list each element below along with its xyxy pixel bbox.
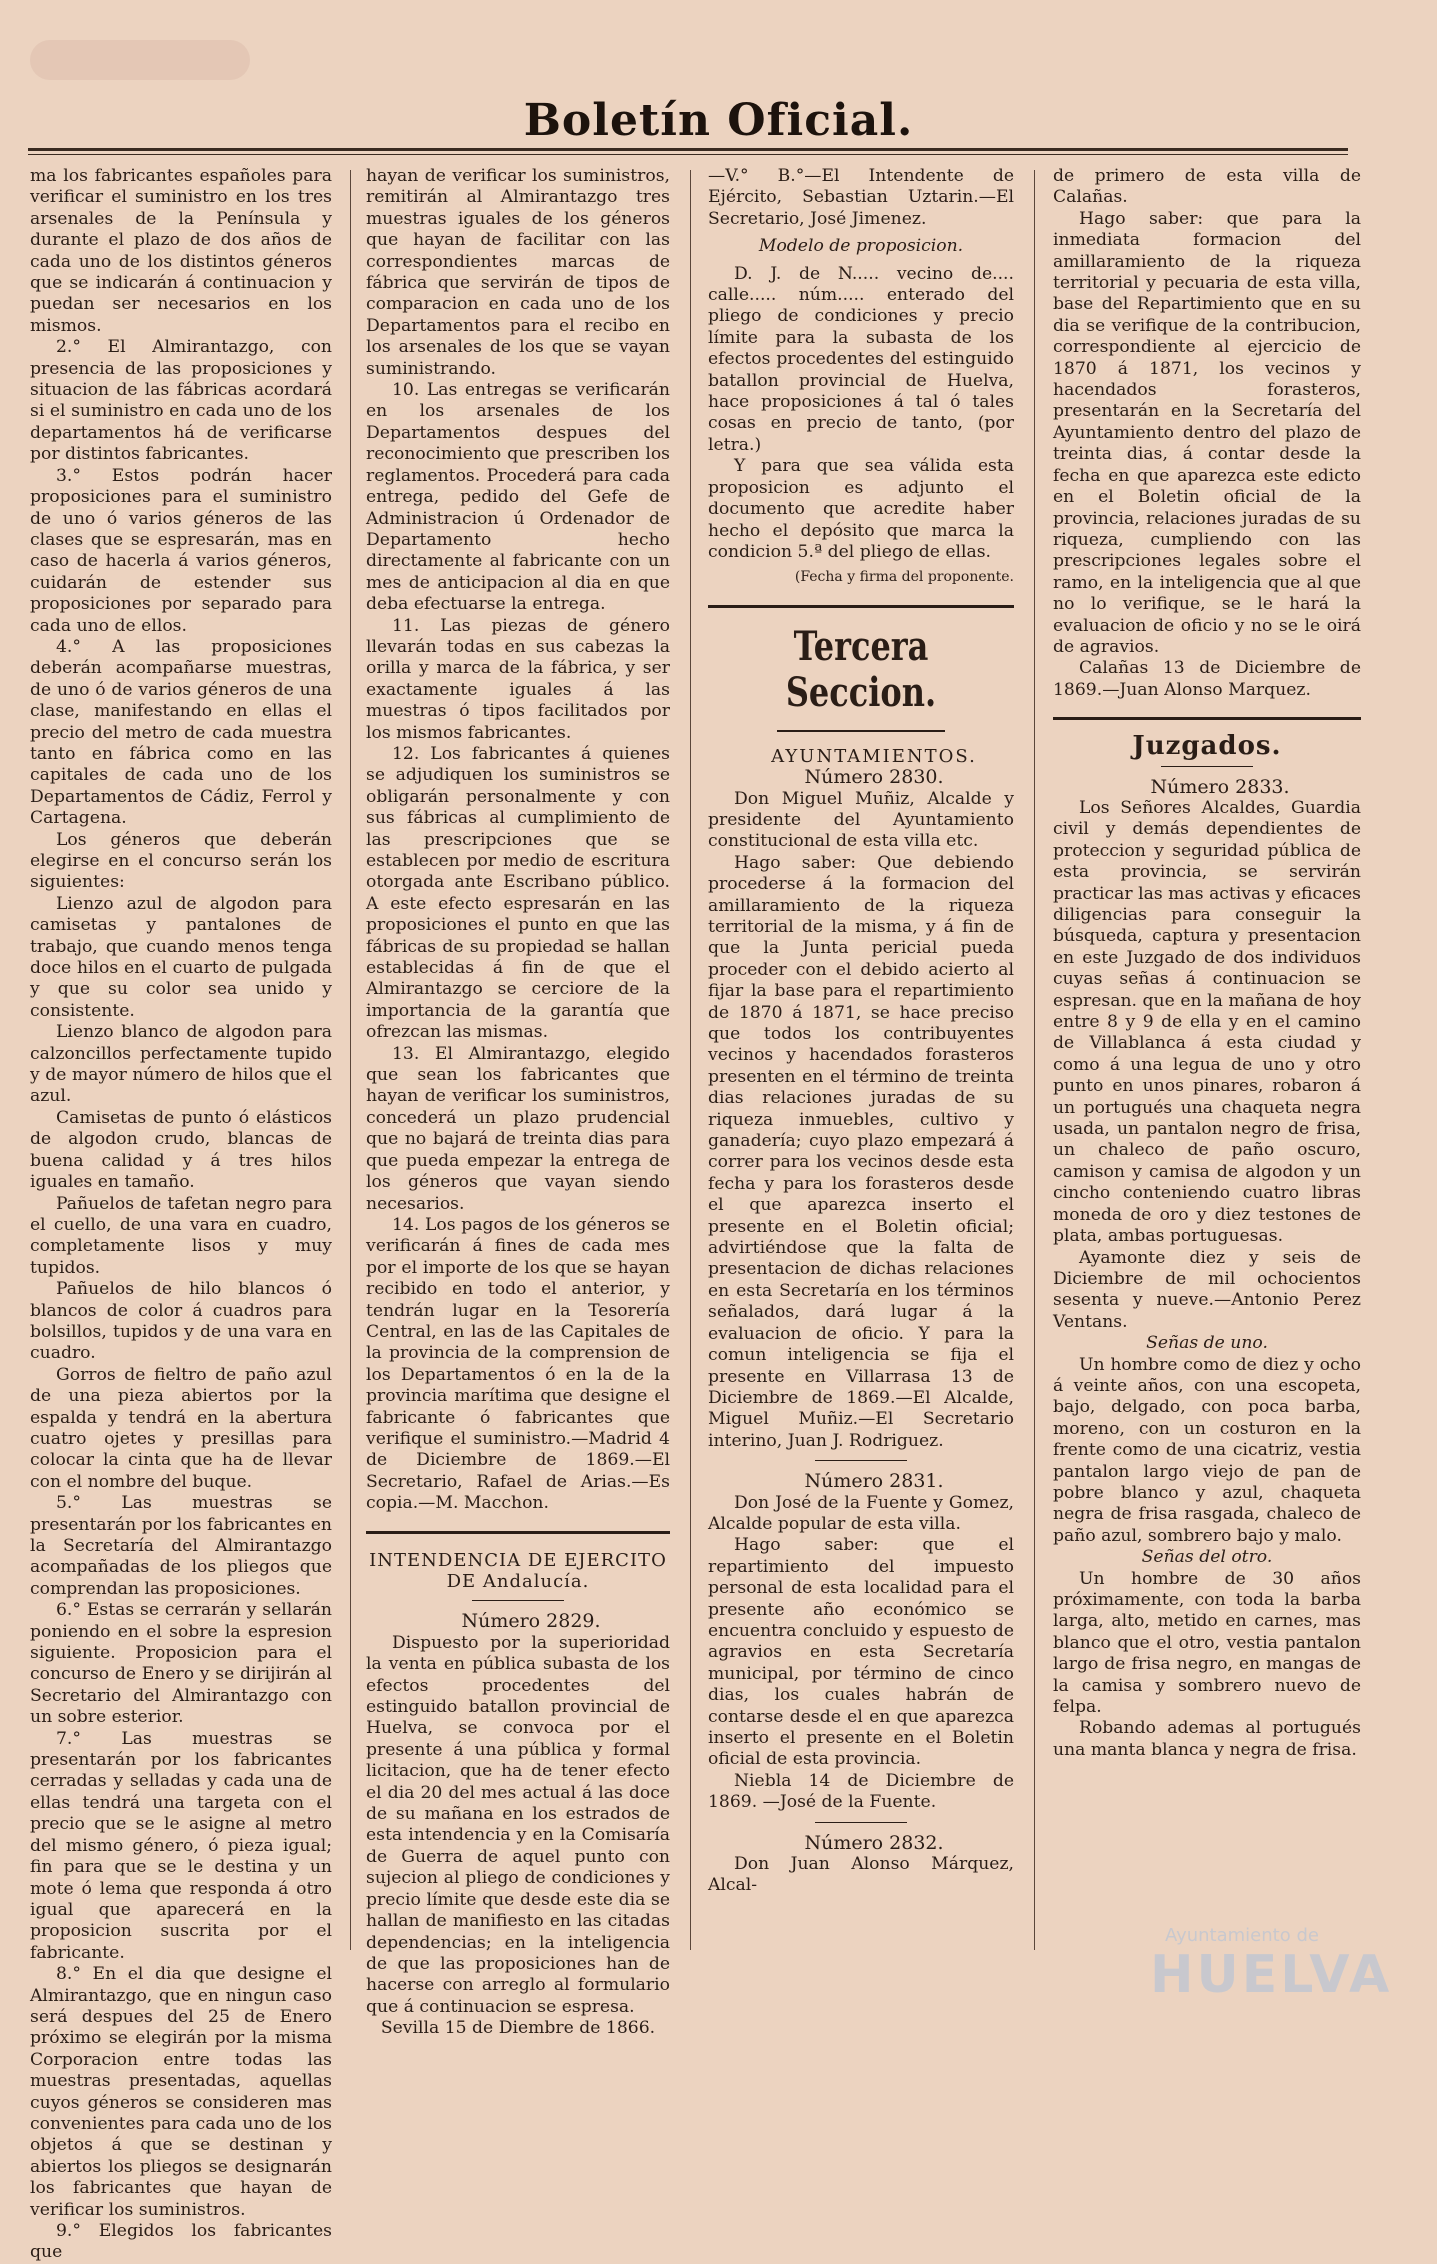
paragraph: Pañuelos de tafetan negro para el cuello, de una vara en cuadro, completamente lisos y muy tupidos. (30, 1193, 332, 1278)
page-title: Boletín Oficial. (523, 95, 914, 146)
paragraph: 7.° Las muestras se presentarán por los fabricantes cerradas y selladas y cada una de ellas tendrá una targeta con el precio que se le asigne al metro del mismo género, ó pieza igual; fin para que se le destina y un mote ó lema que responda á otro igual que aparecerá en la proposicion suscrita por el fabricante. (30, 1728, 332, 1963)
paragraph: Don Juan Alonso Márquez, Alcal- (708, 1854, 1014, 1896)
paragraph: —V.° B.°—El Intendente de Ejército, Sebastian Uztarin.—El Secretario, José Jimenez. (708, 166, 1014, 229)
subheading: Señas de uno. (1146, 1333, 1268, 1354)
header-rule (28, 148, 1348, 151)
notice-number: Número 2831. (804, 1470, 944, 1493)
paragraph: Hago saber: Que debiendo procederse á la formacion del amillaramiento de la riqueza territorial de la misma, y á fin de que la Junta pericial pueda proceder con el debido acierto al fijar la base para el repartimiento de 1870 á 1871, se hace preciso que todos los contribuyentes vecinos y hacendados forasteros presenten en el término de treinta dias relaciones juradas de su riqueza inmuebles, cultivo y ganadería; cuyo plazo empezará á correr para los vecinos desde esta fecha y para los forasteros desde el que aparezca inserto el presente en el Boletin oficial; advirtiéndose que la falta de presentacion de dichas relaciones en esta Secretaría en los términos señalados, dará lugar á la evaluacion de oficio. Y para la comun inteligencia se fija el presente en Villarrasa 13 de Diciembre de 1869.—El Alcalde, Miguel Muñiz.—El Secretario interino, Juan J. Rodriguez. (708, 852, 1014, 1451)
paragraph: Hago saber: que para la inmediata formacion del amillaramiento de la riqueza territorial y pecuaria de esta villa, base del Repartimiento que en su dia se verifique de la contribucion, correspondiente al ejercicio de 1870 á 1871, los vecinos y hacendados forasteros, presentarán en la Secretaría del Ayuntamiento dentro del plazo de treinta dias, á contar desde la fecha en que aparezca este edicto en el Boletin oficial de la provincia, relaciones juradas de su riqueza, cumpliendo con las prescripciones legales sobre el ramo, en la inteligencia que al que no lo verifique, se le hará la evaluacion de oficio y no se le oirá de agravios. (1053, 208, 1361, 657)
section-rule (1053, 717, 1361, 720)
paragraph: 2.° El Almirantazgo, con presencia de las proposiciones y situacion de las fábricas acordará si el suministro en cada uno de los departamentos há de verificarse por distintos fabricantes. (30, 337, 332, 465)
header-rule-thin (28, 154, 1348, 155)
paragraph: Camisetas de punto ó elásticos de algodon crudo, blancas de buena calidad y á tres hilos iguales en tamaño. (30, 1107, 332, 1193)
section-title: Tercera Seccion. (785, 622, 937, 716)
notice-number: Número 2830. (804, 766, 944, 789)
paragraph: 3.° Estos podrán hacer proposiciones para el suministro de uno ó varios géneros de las clases que se espresarán, mas en caso de hacerla á varios géneros, cuidarán de estender sus proposiciones por separado para cada uno de ellos. (30, 465, 332, 636)
paragraph: 5.° Las muestras se presentarán por los fabricantes en la Secretaría del Almirantazgo acompañadas de los pliegos que comprendan las proposiciones. (30, 1493, 332, 1599)
watermark-logo: HUELVA (1150, 1945, 1393, 2005)
paragraph: 13. El Almirantazgo, elegido que sean los fabricantes que hayan de verificar los suministros, concederá un plazo prudencial que no bajará de treinta dias para que pueda empezar la entrega de los géneros que vayan siendo necesarios. (366, 1043, 670, 1214)
divider (815, 1822, 907, 1823)
subheading: Señas del otro. (1141, 1547, 1273, 1568)
paragraph: 11. Las piezas de género llevarán todas en sus cabezas la orilla y marca de la fábrica, y ser exactamente iguales á las muestras ó tipos facilitados por los mismos fabricantes. (366, 615, 670, 743)
paper-stain (30, 40, 250, 80)
divider (472, 1600, 563, 1601)
paragraph: ma los fabricantes españoles para verificar el suministro en los tres arsenales de la Península y durante el plazo de dos años de cada uno de los distintos géneros que se indicarán á continuacion y puedan ser necesarios en los mismos. (30, 166, 332, 336)
paragraph: Un hombre de 30 años próximamente, con toda la barba larga, alto, metido en carnes, mas blanco que el otro, vestia pantalon largo de frisa negro, en mangas de la camisa y sombrero nuevo de felpa. (1053, 1568, 1361, 1718)
paragraph: 9.° Elegidos los fabricantes que (30, 2221, 332, 2263)
paragraph: 12. Los fabricantes á quienes se adjudiquen los suministros se obligarán personalmente y con sus fábricas al cumplimiento de las prescripciones que se establecen por medio de escritura otorgada ante Escribano público. A este efecto espresarán en las proposiciones el punto en que las fábricas de su propiedad se hallan establecidas á fin de que el Almirantazgo se cerciore de la importancia de la garantía que ofrezcan las mismas. (366, 743, 670, 1043)
paragraph: Ayamonte diez y seis de Diciembre de mil ochocientos sesenta y nueve.—Antonio Perez Ventans. (1053, 1247, 1361, 1332)
paragraph: Don Miguel Muñiz, Alcalde y presidente del Ayuntamiento constitucional de esta villa etc. (708, 788, 1014, 852)
paragraph: D. J. de N..... vecino de.... calle..... núm..... enterado del pliego de condiciones y precio límite para la subasta de los efectos procedentes del estinguido batallon provincial de Huelva, hace proposiciones á tal ó tales cosas en precio de tanto, (por letra.) (708, 263, 1014, 455)
notice-number: Número 2829. (461, 1610, 601, 1633)
paragraph: Don José de la Fuente y Gomez, Alcalde popular de esta villa. (708, 1492, 1014, 1534)
paragraph: Calañas 13 de Diciembre de 1869.—Juan Alonso Marquez. (1053, 658, 1361, 700)
paragraph: 10. Las entregas se verificarán en los arsenales de los Departamentos despues del reconocimiento que prescriben los reglamentos. Procederá para cada entrega, pedido del Gefe de Administracion ú Ordenador de Departamento hecho directamente al fabricante con un mes de anticipacion al dia en que deba efectuarse la entrega. (366, 380, 670, 615)
dateline: Sevilla 15 de Diembre de 1866. (380, 2018, 656, 2039)
paragraph: Pañuelos de hilo blancos ó blancos de color á cuadros para bolsillos, tupidos y de una vara en cuadro. (30, 1279, 332, 1364)
watermark-caption: Ayuntamiento de (1165, 1925, 1319, 1946)
paragraph: Niebla 14 de Diciembre de 1869. —José de la Fuente. (708, 1770, 1014, 1813)
paragraph: Lienzo blanco de algodon para calzoncillos perfectamente tupido y de mayor número de hilos que el azul. (30, 1022, 332, 1107)
paragraph: Lienzo azul de algodon para camisetas y pantalones de trabajo, que cuando menos tenga doce hilos en el cuarto de pulgada y que su color sea unido y consistente. (30, 893, 332, 1021)
column-1 (30, 166, 332, 2263)
paragraph: de primero de esta villa de Calañas. (1053, 166, 1361, 208)
section-rule (708, 605, 1014, 608)
column-divider (350, 170, 351, 1950)
paragraph: Robando ademas al portugués una manta blanca y negra de frisa. (1053, 1718, 1361, 1760)
column-2 (366, 166, 670, 2039)
signature-note: (Fecha y firma del proponente. (794, 569, 1014, 586)
paragraph: Los géneros que deberán elegirse en el concurso serán los siguientes: (30, 829, 332, 893)
paragraph: 4.° A las proposiciones deberán acompañarse muestras, de uno ó de varios géneros de una clase, manifestando en ellas el precio del metro de cada muestra tanto en fábrica como en las capitales de cada uno de los Departamentos de Cádiz, Ferrol y Cartagena. (30, 636, 332, 829)
column-4 (1053, 166, 1361, 1956)
column-divider (690, 170, 691, 1950)
paragraph: 14. Los pagos de los géneros se verificarán á fines de cada mes por el importe de los que se hayan recibido en todo el anterior, y tendrán lugar en la Tesorería Central, en las de las Capitales de la provincia de la comprension de los Departamentos ó en la de la provincia marítima que designe el fabricante ó fabricantes que verifique el suministro.—Madrid 4 de Diciembre de 1869.—El Secretario, Rafael de Arias.—Es copia.—M. Macchon. (366, 1214, 670, 1514)
paragraph: Y para que sea válida esta proposicion es adjunto el documento que acredite haber hecho el depósito que marca la condicion 5.ª del pliego de ellas. (708, 456, 1014, 562)
section-rule (366, 1531, 670, 1534)
section-heading: INTENDENCIA DE EJERCITO DE Andalucía. (369, 1549, 667, 1592)
column-divider (1034, 170, 1035, 1950)
paragraph: hayan de verificar los suministros, remitirán al Almirantazgo tres muestras iguales de los géneros que hayan de facilitar con las correspondientes marcas de fábrica que servirán de tipos de comparacion en cada uno de los Departamentos para el recibo en los arsenales de los que se vayan suministrando. (366, 166, 670, 379)
paragraph: 8.° En el dia que designe el Almirantazgo, que en ningun caso será despues del 25 de Enero próximo se elegirán por la misma Corporacion entre todas las muestras presentadas, aquellas cuyos géneros se consideren mas convenientes para cada uno de los objetos á que se destinan y abiertos los pliegos se designarán los fabricantes que hayan de verificar los suministros. (30, 1964, 332, 2220)
paragraph: Gorros de fieltro de paño azul de una pieza abiertos por la espalda y tendrá en la abertura cuatro ojetes y presillas para colocar la cinta que ha de llevar con el nombre del buque. (30, 1364, 332, 1492)
notice-number: Número 2832. (804, 1831, 944, 1854)
section-title: Juzgados. (1132, 731, 1282, 762)
paragraph: Dispuesto por la superioridad la venta en pública subasta de los efectos procedentes del estinguido batallon provincial de Huelva, se convoca por el presente á una pública y formal licitacion, que ha de tener efecto el dia 20 del mes actual á las doce de su mañana en los estrados de esta intendencia y en la Comisaría de Guerra de aquel punto con sujecion al pliego de condiciones y precio límite que desde este dia se hallan de manifiesto en las citadas dependencias; en la inteligencia de que las proposiciones han de hacerse con arreglo al formulario que á continuacion se espresa. (366, 1632, 670, 2017)
divider (1161, 766, 1253, 767)
paragraph: Un hombre como de diez y ocho á veinte años, con una escopeta, bajo, delgado, con poca barba, moreno, con un costuron en la frente como de una cicatriz, vestia pantalon largo viejo de pan de pobre blanco y azul, chaqueta negra de frisa rasgada, chaleco de paño azul, sombrero bajo y malo. (1053, 1354, 1361, 1546)
paragraph: Los Señores Alcaldes, Guardia civil y demás dependientes de proteccion y seguridad pública de esta provincia, se servirán practicar las mas activas y eficaces diligencias para conseguir la búsqueda, captura y presentacion en este Juzgado de dos individuos cuyas señas á continuacion se espresan. que en la mañana de hoy entre 8 y 9 de ella y en el camino de Villablanca á esta ciudad y como á una legua de uno y otro punto en unos pinares, robaron á un portugués una chaqueta negra usada, un pantalon negro de frisa, un chaleco de paño oscuro, camison y camisa de algodon y un cincho conteniendo cuatro libras moneda de oro y diez testones de plata, ambas portuguesas. (1053, 797, 1361, 1247)
section-subheading: AYUNTAMIENTOS. (771, 745, 977, 767)
divider (815, 1460, 907, 1461)
subheading: Modelo de proposicion. (758, 236, 964, 257)
column-3 (708, 166, 1014, 1956)
divider (777, 730, 945, 732)
paragraph: Hago saber: que el repartimiento del impuesto personal de esta localidad para el presente año económico se encuentra concluido y espuesto de agravios en esta Secretaría municipal, por término de cinco dias, los cuales habrán de contarse desde el en que aparezca inserto el presente en el Boletin oficial de esta provincia. (708, 1535, 1014, 1770)
paragraph: 6.° Estas se cerrarán y sellarán poniendo en el sobre la espresion siguiente. Proposicion para el concurso de Enero y se dirijirán al Secretario del Almirantazgo con un sobre esterior. (30, 1600, 332, 1728)
notice-number: Número 2833. (1150, 775, 1290, 798)
